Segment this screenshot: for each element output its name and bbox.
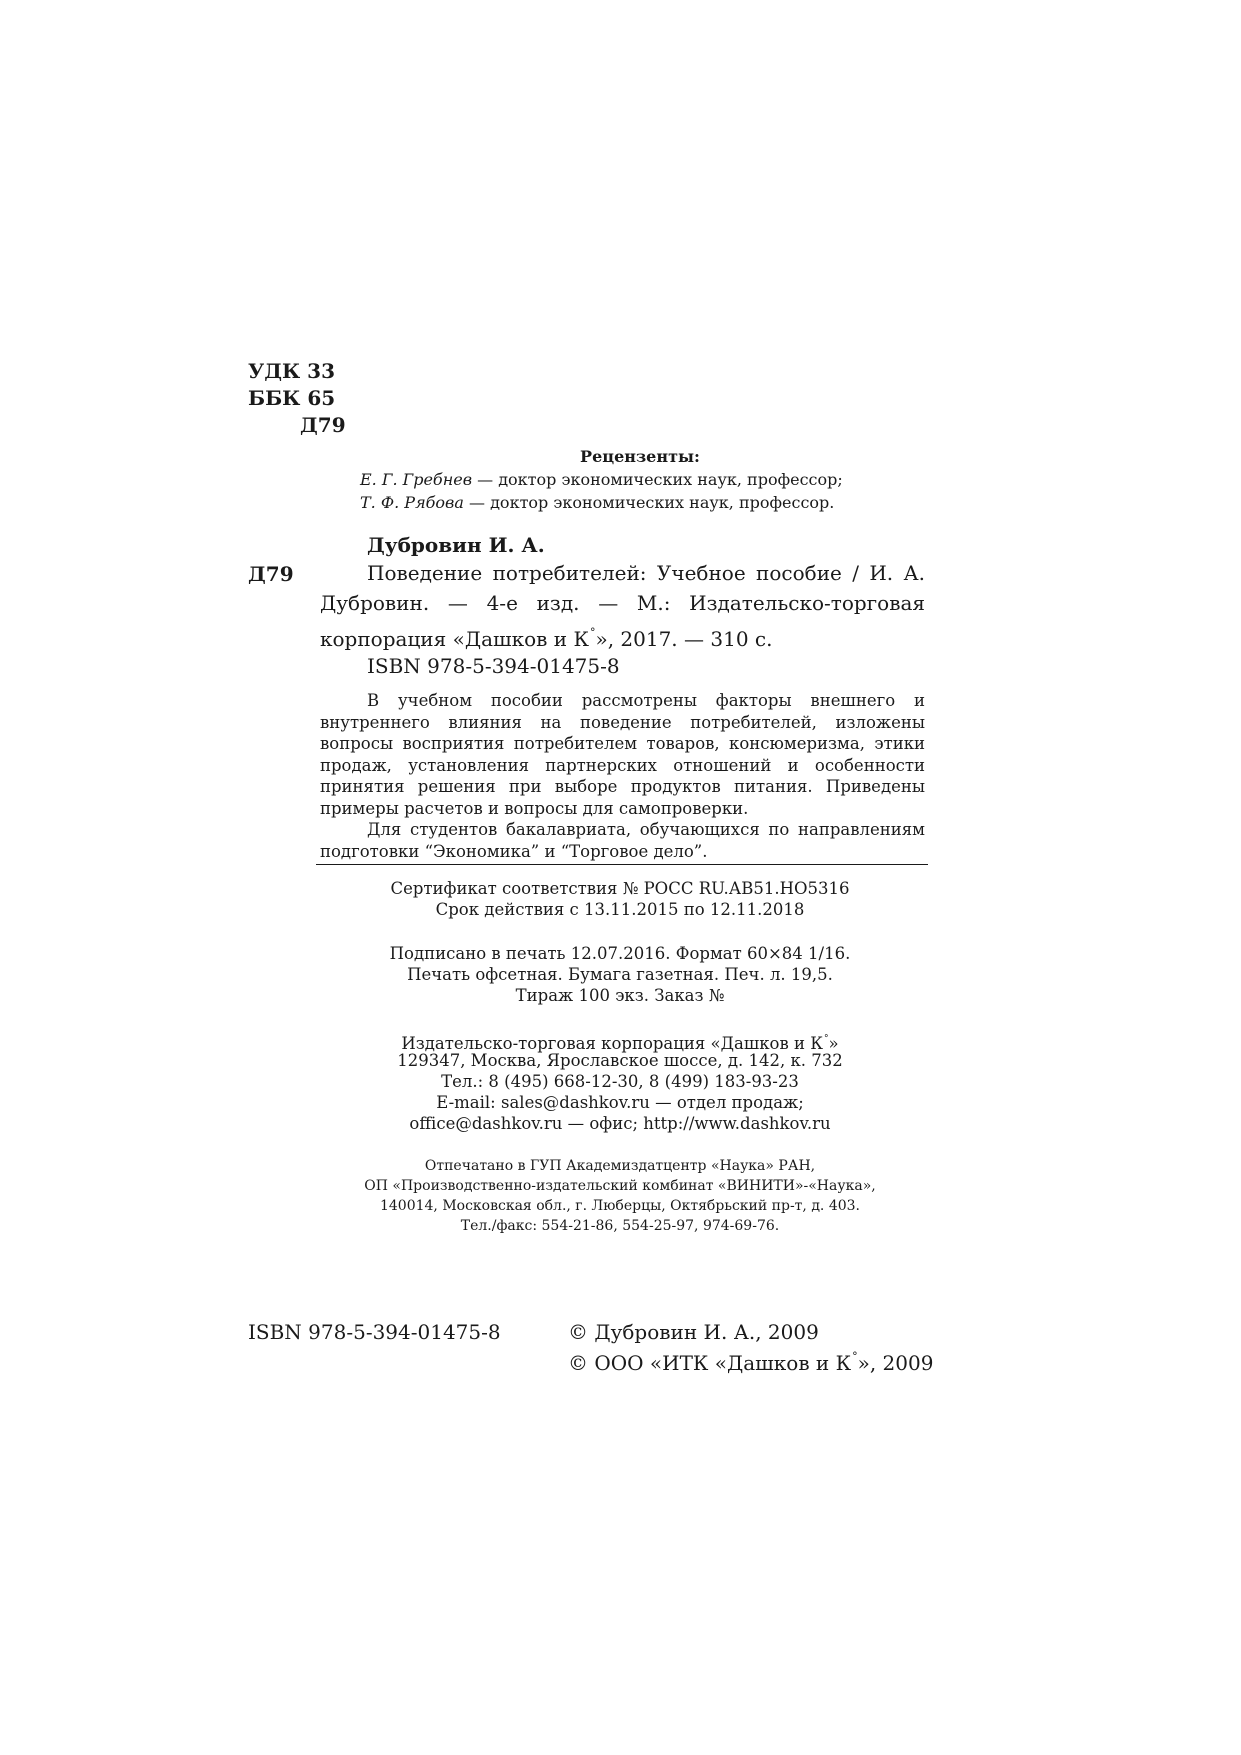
reviewer-2 bbox=[360, 492, 834, 514]
certificate-line-1: Сертификат соответствия № РОСС RU.АВ51.НО5316 bbox=[390, 879, 850, 898]
printer-line-3: 140014, Московская обл., г. Люберцы, Октябрьский пр-т, д. 403. bbox=[379, 1198, 861, 1214]
bibliographic-description bbox=[320, 558, 925, 654]
reviewer-1-name: Е. Г. Гребнев bbox=[360, 470, 473, 489]
copyright-publisher-part1: © ООО «ИТК «Дашков и К bbox=[568, 1350, 852, 1375]
reviewer-2-name: Т. Ф. Рябова bbox=[360, 493, 464, 512]
catalog-code: Д79 bbox=[248, 562, 294, 586]
reviewer-1 bbox=[360, 469, 843, 491]
publisher-name-part2: » bbox=[828, 1034, 839, 1054]
publisher-email: E-mail: sales@dashkov.ru — отдел продаж; bbox=[436, 1093, 804, 1112]
bib-desc-part1: Поведение потребителей: Учебное пособие / И. А. Дубровин. — 4-е изд. — М.: Издательско-торговая корпорация «Дашков и К bbox=[320, 561, 925, 651]
footer-isbn: ISBN 978-5-394-01475-8 bbox=[248, 1320, 501, 1344]
publisher-phone: Тел.: 8 (495) 668-12-30, 8 (499) 183-93-23 bbox=[441, 1072, 799, 1091]
publisher-name-part1: Издательско-торговая корпорация «Дашков и К bbox=[401, 1034, 824, 1054]
print-info-line-2: Печать офсетная. Бумага газетная. Печ. л. 19,5. bbox=[407, 965, 833, 984]
reviewer-1-desc: — доктор экономических наук, профессор; bbox=[472, 470, 843, 489]
abstract bbox=[320, 690, 925, 862]
udk-code: УДК 33 bbox=[248, 359, 336, 383]
bib-desc-part2: », 2017. — 310 с. bbox=[595, 626, 773, 651]
reviewers-title: Рецензенты: bbox=[580, 447, 700, 466]
printer-line-4: Тел./факс: 554-21-86, 554-25-97, 974-69-76. bbox=[460, 1218, 780, 1234]
print-info-line-1: Подписано в печать 12.07.2016. Формат 60×84 1/16. bbox=[389, 944, 851, 963]
isbn-line: ISBN 978-5-394-01475-8 bbox=[367, 654, 620, 678]
printer-line-1: Отпечатано в ГУП Академиздатцентр «Наука» РАН, bbox=[424, 1158, 816, 1174]
publisher-degree-sign: ° bbox=[824, 1034, 829, 1044]
author-heading: Дубровин И. А. bbox=[367, 533, 545, 557]
reviewer-2-desc: — доктор экономических наук, профессор. bbox=[463, 493, 835, 512]
author-mark: Д79 bbox=[300, 413, 346, 437]
publisher-office: office@dashkov.ru — офис; http://www.dashkov.ru bbox=[409, 1114, 831, 1133]
divider-rule bbox=[316, 864, 928, 865]
abstract-paragraph-2: Для студентов бакалавриата, обучающихся по направлениям подготовки “Экономика” и “Торговое дело”. bbox=[320, 820, 925, 861]
copyright-degree-sign: ° bbox=[852, 1350, 858, 1363]
copyright-author: © Дубровин И. А., 2009 bbox=[568, 1320, 819, 1344]
copyright-publisher-part2: », 2009 bbox=[857, 1350, 934, 1375]
abstract-paragraph-1: В учебном пособии рассмотрены факторы внешнего и внутреннего влияния на поведение потребителей, изложены вопросы восприятия потребителем товаров, консюмеризма, этики продаж, установления партнерских отношений и особенности принятия решения при выборе продуктов питания. Приведены примеры расчетов и вопросы для самопроверки. bbox=[320, 691, 925, 818]
copyright-publisher bbox=[568, 1350, 933, 1375]
printer-line-2: ОП «Производственно-издательский комбинат «ВИНИТИ»-«Наука», bbox=[364, 1178, 876, 1194]
bbk-code: ББК 65 bbox=[248, 386, 336, 410]
publisher-address: 129347, Москва, Ярославское шоссе, д. 142, к. 732 bbox=[397, 1051, 843, 1070]
certificate-line-2: Срок действия с 13.11.2015 по 12.11.2018 bbox=[435, 900, 805, 919]
bib-degree-sign: ° bbox=[589, 626, 596, 639]
print-info-line-3: Тираж 100 экз. Заказ № bbox=[515, 986, 725, 1005]
